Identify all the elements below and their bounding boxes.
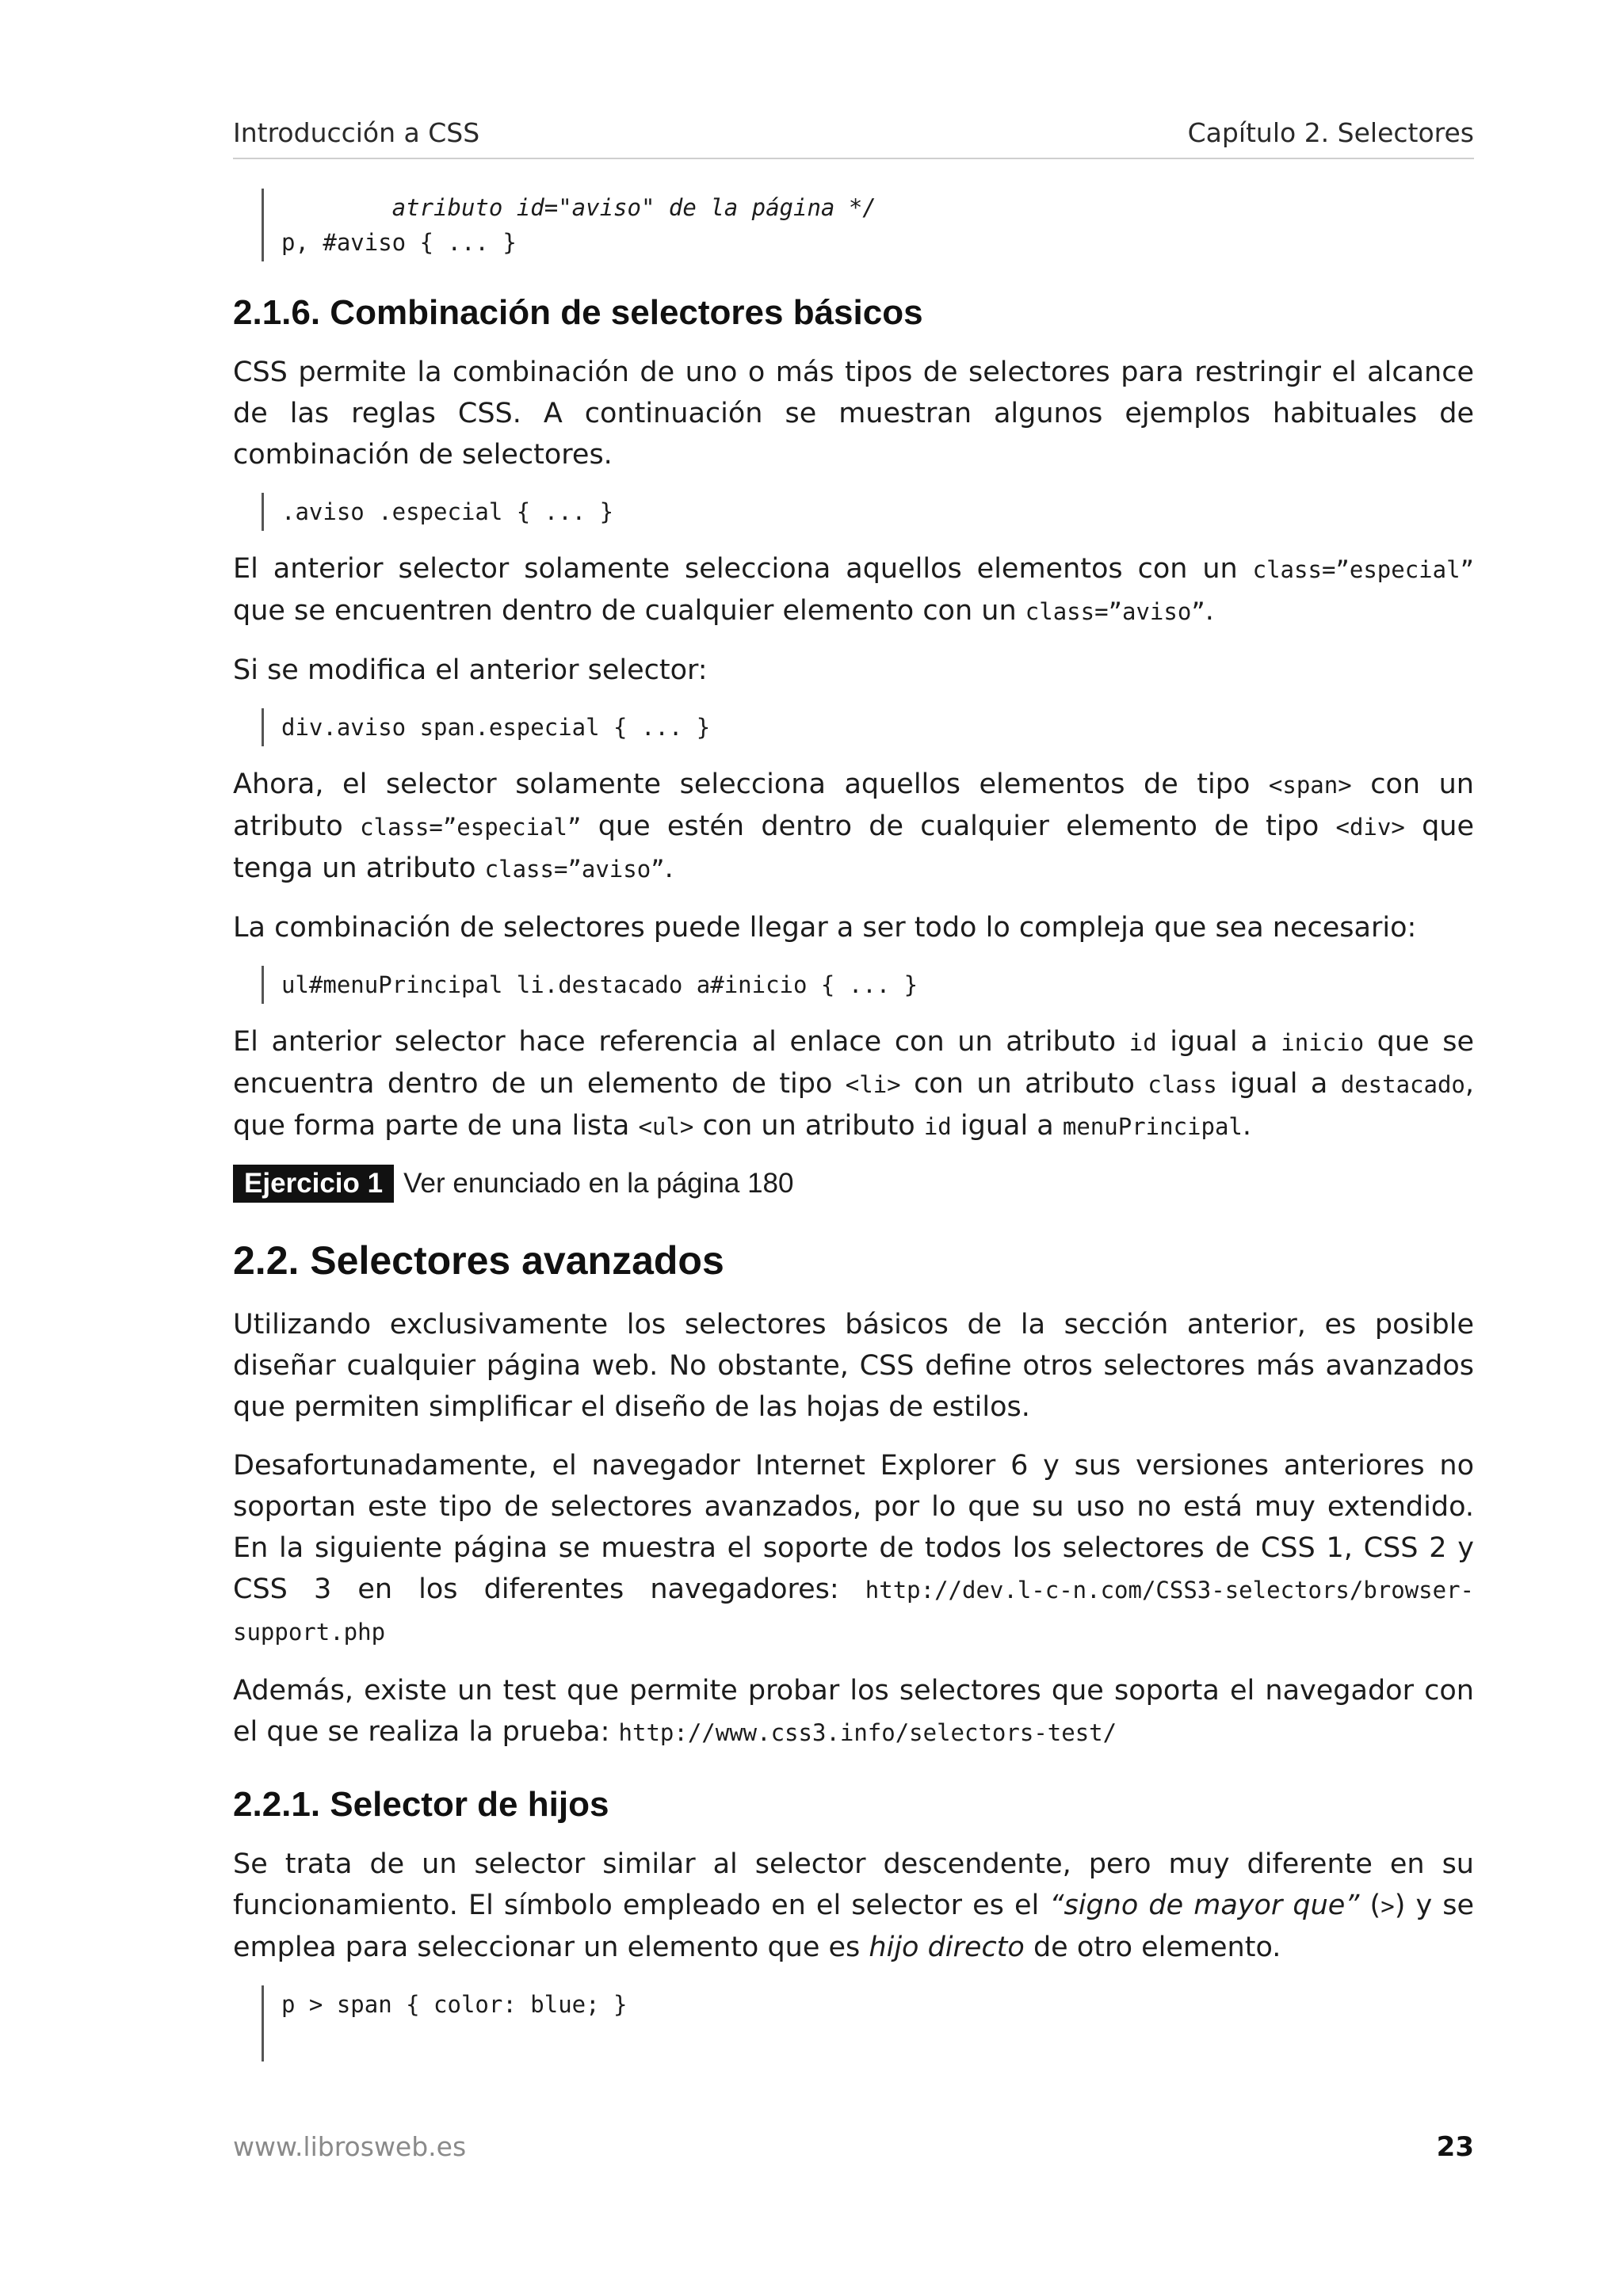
inline-code: <ul> — [638, 1113, 694, 1140]
exercise-reference[interactable] — [233, 1165, 1474, 1203]
paragraph: El anterior selector solamente selecciona aquellos elementos con un class=”especial” que se encuentren dentro de cualquier elemento con un class=”aviso”. — [233, 553, 1474, 627]
paragraph: Ahora, el selector solamente selecciona aquellos elementos de tipo <span> con un atributo class=”especial” que estén dentro de cualquier elemento de tipo <div> que tenga un atributo class=”aviso”. — [233, 769, 1474, 884]
inline-code: class=”aviso” — [1025, 598, 1205, 625]
exercise-badge: Ejercicio 1 — [233, 1165, 394, 1203]
url-link[interactable]: http://dev.l-c-n.com/CSS3-selectors/browser-support.php — [233, 1577, 1474, 1646]
inline-code: class=”especial” — [1252, 556, 1474, 583]
website-link[interactable]: www.librosweb.es — [233, 2131, 467, 2162]
section-heading-2-2-1: 2.2.1. Selector de hijos — [233, 1785, 609, 1824]
page-footer — [233, 2131, 1474, 2163]
paragraph: La combinación de selectores puede llegar a ser todo lo compleja que sea necesario: — [233, 912, 1417, 944]
inline-code: class=”aviso” — [484, 856, 665, 883]
emphasis: hijo directo — [869, 1932, 1025, 1963]
inline-code: class — [1148, 1071, 1217, 1098]
paragraph: El anterior selector hace referencia al enlace con un atributo id igual a inicio que se encuentra dentro de un elemento de tipo <li> con un atributo class igual a destacado, que forma parte de una lista <ul> con un atributo id igual a menuPrincipal. — [233, 1026, 1475, 1142]
inline-code: id — [923, 1113, 952, 1140]
code-block: div.aviso span.especial { ... } — [262, 708, 1474, 746]
paragraph: Se trata de un selector similar al selector descendente, pero muy diferente en su funcionamiento. El símbolo empleado en el selector es el “signo de mayor que” (>) y se emplea para seleccionar un elemento que es hijo directo de otro elemento. — [233, 1848, 1475, 1963]
section-heading-2-1-6: 2.1.6. Combinación de selectores básicos — [233, 293, 923, 332]
section-heading-2-2: 2.2. Selectores avanzados — [233, 1238, 724, 1283]
running-header — [233, 117, 1474, 159]
code-block-continued — [262, 189, 1474, 261]
paragraph: Desafortunadamente, el navegador Internet Explorer 6 y sus versiones anteriores no soportan este tipo de selectores avanzados, por lo que su uso no está muy extendido. En la siguiente página se muestra el soporte de todos los selectores de CSS 1, CSS 2 y CSS 3 en los diferentes navegadores: http://dev.l-c-n.com/CSS3-selectors/browser-support.php — [233, 1450, 1474, 1646]
inline-code: inicio — [1281, 1029, 1365, 1056]
paragraph: Utilizando exclusivamente los selectores básicos de la sección anterior, es posible diseñar cualquier página web. No obstante, CSS define otros selectores más avanzados que permiten simplificar el diseño de las hojas de estilos. — [233, 1309, 1474, 1423]
chapter-title: Capítulo 2. Selectores — [1187, 117, 1474, 148]
exercise-link-text[interactable]: Ver enunciado en la página 180 — [403, 1168, 794, 1199]
book-title: Introducción a CSS — [233, 117, 480, 148]
inline-code: id — [1128, 1029, 1157, 1056]
code-comment-line: atributo id="aviso" de la página */ — [281, 194, 876, 221]
inline-code: > — [1381, 1893, 1395, 1920]
inline-code: <div> — [1335, 814, 1405, 841]
code-block: p > span { color: blue; } — [262, 1985, 1474, 2061]
paragraph: Además, existe un test que permite probar los selectores que soporta el navegador con el que se realiza la prueba: http://www.css3.info/selectors-test/ — [233, 1675, 1474, 1748]
paragraph: CSS permite la combinación de uno o más tipos de selectores para restringir el alcance de las reglas CSS. A continuación se muestran algunos ejemplos habituales de combinación de selectores. — [233, 357, 1474, 471]
page-number: 23 — [1436, 2131, 1474, 2163]
inline-code: destacado — [1340, 1071, 1465, 1098]
code-block: .aviso .especial { ... } — [262, 493, 1474, 531]
code-line: p, #aviso { ... } — [281, 229, 517, 256]
url-link[interactable]: http://www.css3.info/selectors-test/ — [618, 1719, 1117, 1746]
inline-code: <li> — [845, 1071, 901, 1098]
page-content — [233, 189, 1474, 2079]
paragraph: Si se modifica el anterior selector: — [233, 654, 708, 686]
emphasis: “signo de mayor que” — [1049, 1890, 1360, 1921]
code-block: ul#menuPrincipal li.destacado a#inicio { ... } — [262, 966, 1474, 1004]
inline-code: menuPrincipal — [1062, 1113, 1243, 1140]
inline-code: class=”especial” — [360, 814, 582, 841]
inline-code: <span> — [1268, 772, 1352, 799]
